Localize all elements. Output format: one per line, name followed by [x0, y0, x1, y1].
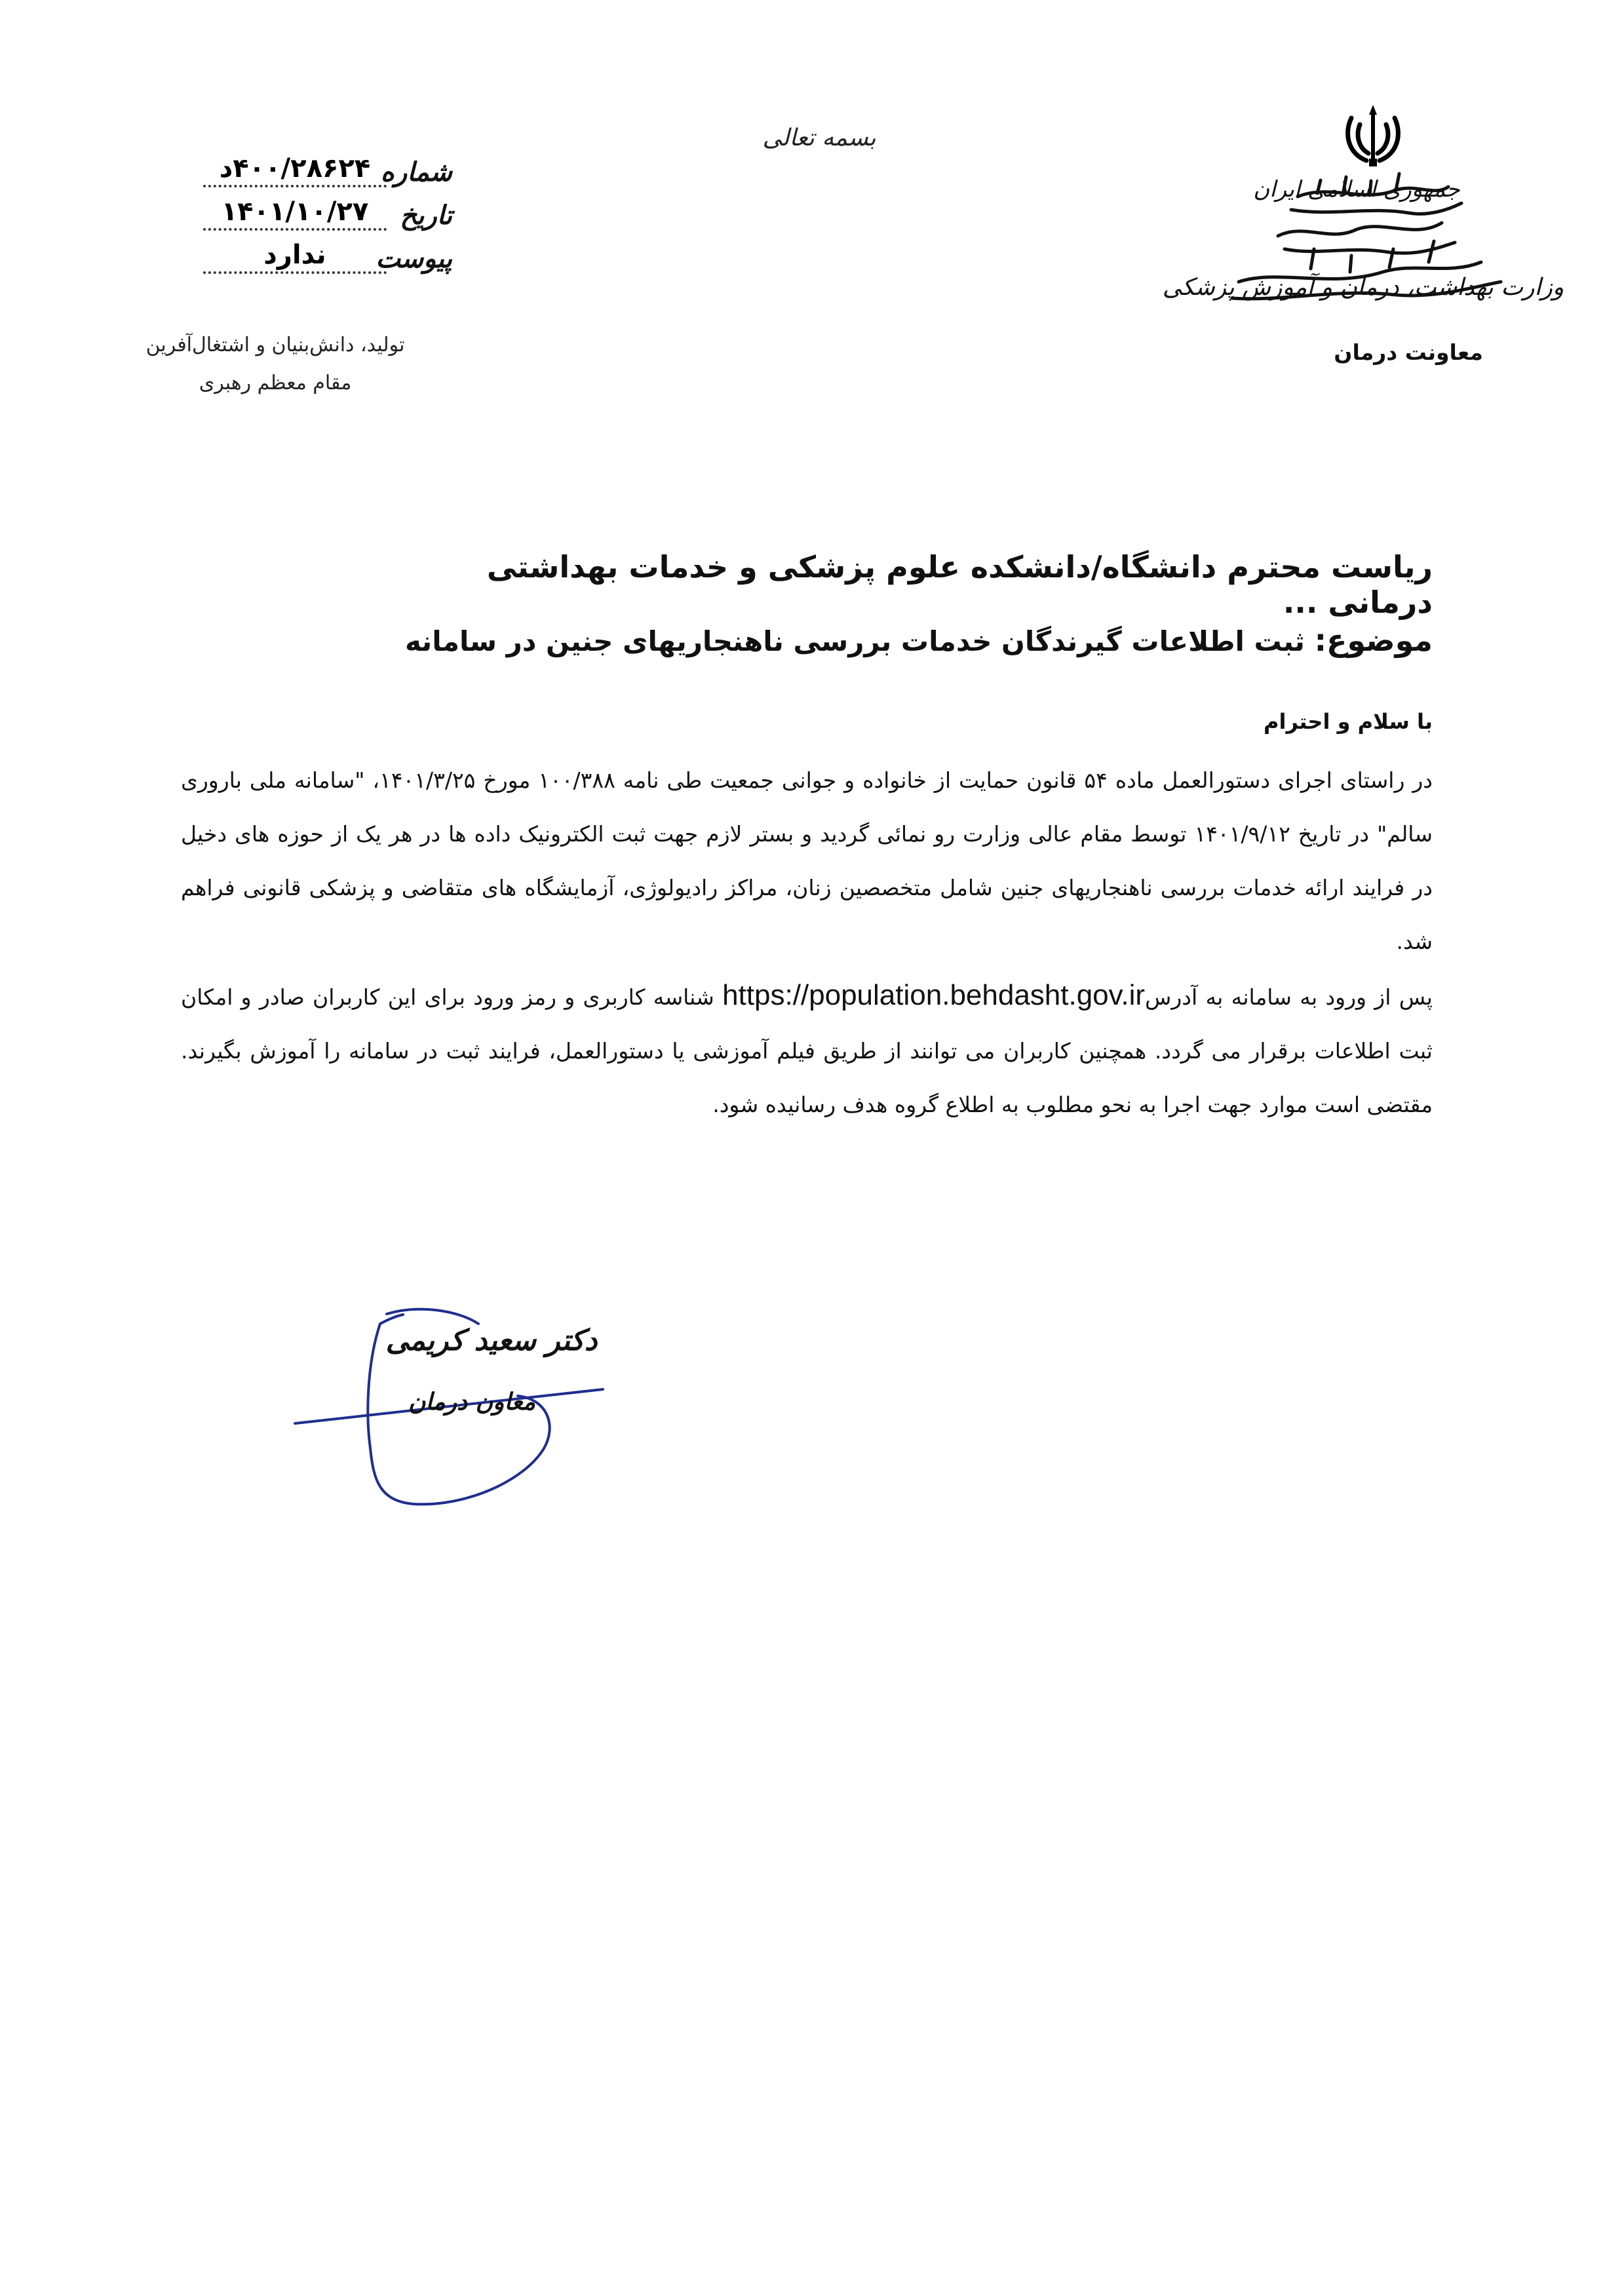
- system-url-link[interactable]: https://population.behdasht.gov.ir: [722, 979, 1146, 1011]
- letter-attachment-row: [177, 231, 452, 274]
- recipient-heading: ریاست محترم دانشگاه/دانشکده علوم پزشکی و خدمات بهداشتی درمانی ...: [486, 549, 1433, 620]
- subject-label: موضوع:: [1314, 623, 1433, 658]
- signer-title: معاون درمان: [408, 1388, 536, 1416]
- letter-date-label: تاریخ: [400, 200, 452, 231]
- subject-line: [384, 623, 1433, 658]
- paragraph-2-rest: شناسه کاربری و رمز ورود برای این کاربران صادر و امکان ثبت اطلاعات برقرار می گردد. همچنین کاربران می توانند از طریق فیلم آموزشی یا دستورالعمل، فرایند ثبت در سامانه را آموزش بگیرند. مقتضی است موارد جهت اجرا به نحو مطلوب به اطلاع گروه هدف رسانیده شود.: [181, 984, 1433, 1117]
- invocation-text: بسمه تعالی: [762, 125, 876, 151]
- paragraph-2-intro: پس از ورود به سامانه به آدرس: [1145, 984, 1433, 1010]
- signer-name: دکتر سعید کریمی: [385, 1324, 598, 1357]
- slogan-line-1: تولید، دانش‌بنیان و اشتغال‌آفرین: [145, 334, 405, 357]
- paragraph-1: در راستای اجرای دستورالعمل ماده ۵۴ قانون حمایت از خانواده و جوانی جمعیت طی نامه ۱۰۰/۳۸۸ مورخ ۱۴۰۱/۳/۲۵، "سامانه ملی باروری سالم" در تاریخ ۱۴۰۱/۹/۱۲ توسط مقام عالی وزارت رو نمائی گردید و بستر لازم جهت ثبت الکترونیک داده ها در هر یک از حوزه های دخیل در فرایند ارائه خدمات بررسی ناهنجاریهای جنین شامل متخصصین زنان، مراکز رادیولوژی، آزمایشگاه های متقاضی و پزشکی قانونی فراهم شد.: [181, 767, 1433, 954]
- department-label: معاونت درمان: [1334, 339, 1483, 365]
- ministry-name: وزارت بهداشت، درمان و آموزش پزشکی: [1162, 274, 1564, 301]
- letter-number-label: شماره: [380, 157, 452, 187]
- letter-meta: [177, 144, 452, 274]
- letter-attachment-label: پیوست: [376, 243, 452, 274]
- letter-date-row: [177, 187, 452, 231]
- ministry-calligraphy-logo: [1162, 157, 1564, 328]
- subject-text: ثبت اطلاعات گیرندگان خدمات بررسی ناهنجاریهای جنین در سامانه: [404, 625, 1315, 657]
- country-name: جمهوری اسلامی ایران: [1253, 176, 1460, 202]
- greeting: با سلام و احترام: [1264, 709, 1433, 734]
- letter-date-value: ۱۴۰۱/۱۰/۲۷: [203, 197, 387, 231]
- letter-attachment-value: ندارد: [203, 240, 387, 274]
- slogan: [131, 326, 419, 402]
- slogan-line-2: مقام معظم رهبری: [199, 372, 352, 395]
- paragraph-2: [181, 969, 1433, 1132]
- letter-body: [181, 754, 1433, 1132]
- letter-number-row: [177, 144, 452, 187]
- letter-number-value: ۴۰۰/۲۸۶۲۴د: [203, 153, 387, 187]
